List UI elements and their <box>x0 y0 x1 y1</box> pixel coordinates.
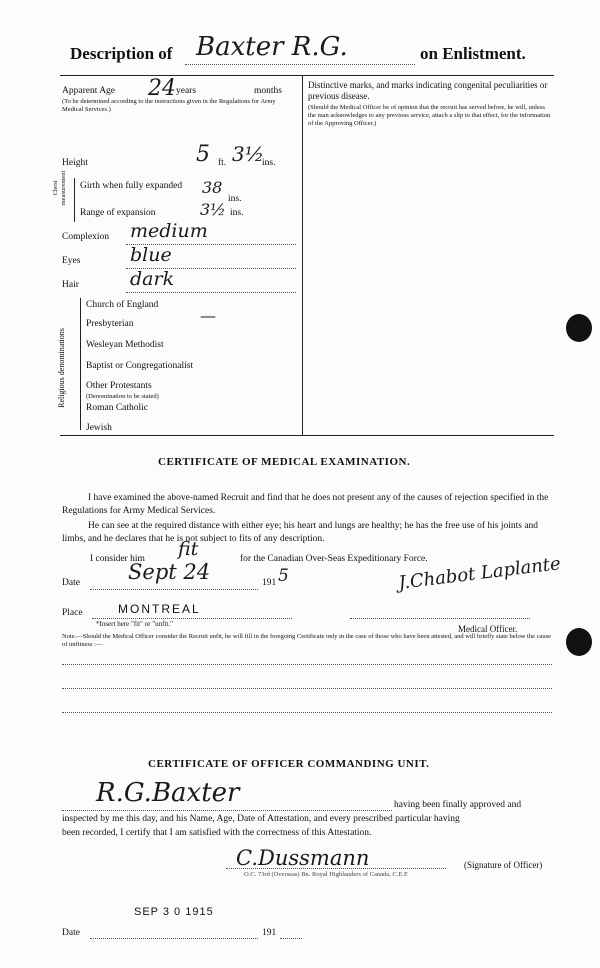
religion-roman-catholic: Roman Catholic <box>86 403 149 413</box>
unfit-reason-line-3 <box>62 712 552 713</box>
religion-other-note: (Denomination to be stated) <box>86 393 159 400</box>
medical-officer-signature: J.Chabot Laplante <box>397 553 562 594</box>
consider-prefix: I consider him <box>90 554 145 564</box>
eyes-label: Eyes <box>62 256 81 266</box>
chest-measurement-vertical: Chest measurement <box>52 170 67 206</box>
distinctive-marks-note: (Should the Medical Officer be of opinion that the recruit has served before, he will, unless the man acknowledges to any previous service, attach a slip to that effect, for the information of the Approving Officer.) <box>308 104 551 127</box>
officer-signature: C.Dussmann <box>236 846 370 870</box>
religion-church-of-england: Church of England <box>86 300 159 310</box>
place-line <box>92 618 292 619</box>
year-line-co <box>280 938 302 939</box>
punch-hole-bottom <box>566 628 592 656</box>
height-inches: 3½ <box>232 142 265 166</box>
religion-presbyterian: Presbyterian <box>86 319 134 329</box>
fit-handwritten: fit <box>178 538 199 560</box>
girth-label: Girth when fully expanded <box>80 181 183 191</box>
description-prefix: Description of <box>70 44 173 63</box>
year-prefix-co: 191 <box>262 928 277 938</box>
name-dotted-line <box>185 64 415 65</box>
description-bottom-rule <box>60 435 554 436</box>
unfit-reason-line-2 <box>62 688 552 689</box>
range-unit: ins. <box>230 208 244 218</box>
religion-wesleyan: Wesleyan Methodist <box>86 340 164 350</box>
religious-denominations-vertical: Religious denominations <box>57 328 66 408</box>
range-value: 3½ <box>200 200 226 219</box>
date-line-co <box>90 938 258 939</box>
range-label: Range of expansion <box>80 208 156 218</box>
header-rule <box>60 75 554 76</box>
height-feet: 5 <box>196 142 210 167</box>
height-in-unit: ins. <box>262 158 276 168</box>
date-stamp: SEP 3 0 1915 <box>134 906 214 918</box>
unfit-reason-line-1 <box>62 664 552 665</box>
unfit-note: Note.—Should the Medical Officer consider the Recruit unfit, he will fill in the foregoing Certificate only in the case of those who have been attested, and will briefly state below the cause of unfitness :— <box>62 633 552 648</box>
date-handwritten: Sept 24 <box>128 560 211 584</box>
co-name-line <box>62 810 392 811</box>
eyes-value: blue <box>130 244 172 266</box>
age-years: years <box>176 86 197 96</box>
date-label-co: Date <box>62 928 80 938</box>
medical-paragraph-1: I have examined the above-named Recruit and find that he does not present any of the causes of rejection specified in the Regulations for Army Medical Services. <box>62 493 549 516</box>
hair-value: dark <box>130 268 175 290</box>
year-handwritten: 5 <box>278 566 289 586</box>
complexion-label: Complexion <box>62 232 109 242</box>
recruit-signature-name: R.G.Baxter <box>96 778 240 808</box>
chest-bracket <box>74 178 75 222</box>
religion-other-protestants: Other Protestants <box>86 381 152 391</box>
place-stamp: MONTREAL <box>118 602 201 616</box>
description-suffix: on Enlistment. <box>420 44 526 63</box>
column-divider <box>302 75 303 435</box>
unit-line: O.C. 73rd (Overseas) Bn. Royal Highlanders of Canada, C.E.F. <box>244 871 409 878</box>
punch-hole-top <box>566 314 592 342</box>
complexion-value: medium <box>130 220 208 242</box>
hair-label: Hair <box>62 280 79 290</box>
officer-signature-line <box>226 868 446 869</box>
religion-bracket <box>80 298 81 430</box>
age-months: months <box>254 86 282 96</box>
year-prefix-medical: 191 <box>262 578 277 588</box>
medical-officer-line <box>350 618 530 619</box>
consider-suffix: for the Canadian Over-Seas Expeditionary Force. <box>240 554 428 564</box>
co-text-3: been recorded, I certify that I am satisfied with the correctness of this Attestation. <box>62 828 372 838</box>
girth-value: 38 <box>202 178 223 197</box>
place-label: Place <box>62 608 83 618</box>
presbyterian-tick: — <box>200 306 216 325</box>
religion-baptist: Baptist or Congregationalist <box>86 361 194 371</box>
religion-jewish: Jewish <box>86 423 112 433</box>
height-label: Height <box>62 158 88 168</box>
signature-of-officer-label: (Signature of Officer) <box>464 860 543 870</box>
distinctive-marks-label: Distinctive marks, and marks indicating congenital peculiarities or previous disease. <box>308 80 548 101</box>
hair-line <box>126 292 296 293</box>
medical-certificate-heading: CERTIFICATE OF MEDICAL EXAMINATION. <box>158 456 411 468</box>
date-label-medical: Date <box>62 578 80 588</box>
commanding-certificate-heading: CERTIFICATE OF OFFICER COMMANDING UNIT. <box>148 758 430 770</box>
date-line-medical <box>90 589 258 590</box>
medical-officer-label: Medical Officer. <box>458 624 518 634</box>
co-text-2: inspected by me this day, and his Name, Age, Date of Attestation, and every prescribed particular having <box>62 814 460 824</box>
apparent-age-label: Apparent Age <box>62 86 116 96</box>
age-value: 24 <box>148 76 176 101</box>
height-ft-unit: ft. <box>218 158 227 168</box>
co-text-1: having been finally approved and <box>394 800 522 810</box>
age-note: (To be determined according to the instructions given in the Regulations for Army Medical Services.) <box>62 98 276 113</box>
recruit-name-handwritten: Baxter R.G. <box>196 32 348 62</box>
girth-unit: ins. <box>228 194 242 204</box>
insert-note: *Insert here "fit" or "unfit." <box>96 620 173 628</box>
medical-paragraph-2: He can see at the required distance with either eye; his heart and lungs are healthy; he has the free use of his joints and limbs, and he declares that he is not subject to fits of any description. <box>62 521 539 544</box>
